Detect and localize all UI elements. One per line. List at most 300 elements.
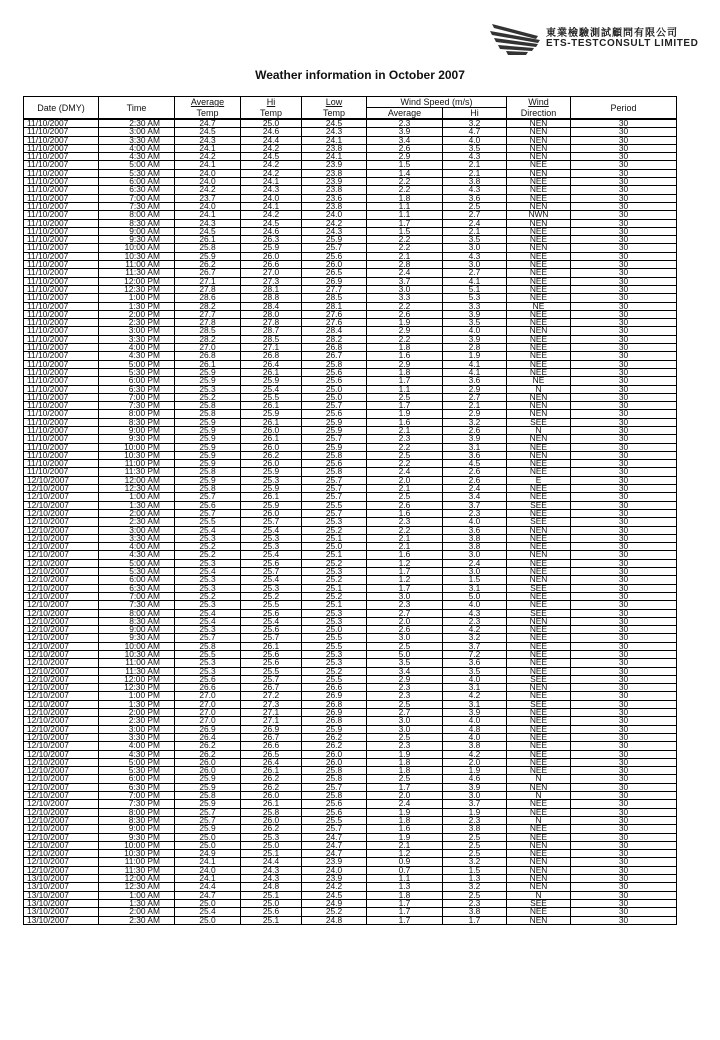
cell-wind-speed-hi: 3.2: [443, 858, 507, 866]
cell-wind-direction: NE: [507, 377, 571, 385]
cell-period: 30: [571, 667, 677, 675]
cell-wind-speed-average: 1.8: [367, 344, 443, 352]
cell-date: 12/10/2007: [24, 709, 99, 717]
header-date: Date (DMY): [24, 97, 99, 120]
cell-date: 13/10/2007: [24, 916, 99, 924]
cell-average-temp: 25.0: [175, 916, 241, 924]
cell-period: 30: [571, 368, 677, 376]
table-row: [24, 709, 677, 717]
cell-time: 7:00 PM: [99, 393, 175, 401]
cell-average-temp: 25.0: [175, 833, 241, 841]
cell-wind-speed-average: 2.8: [367, 261, 443, 269]
cell-average-temp: 25.9: [175, 451, 241, 459]
cell-wind-direction: NEE: [507, 592, 571, 600]
cell-wind-speed-average: 0.9: [367, 858, 443, 866]
cell-wind-direction: NEN: [507, 858, 571, 866]
cell-wind-direction: NEN: [507, 410, 571, 418]
cell-low-temp: 25.0: [302, 393, 367, 401]
cell-average-temp: 26.2: [175, 261, 241, 269]
cell-time: 12:00 AM: [99, 476, 175, 484]
cell-wind-speed-average: 3.4: [367, 136, 443, 144]
cell-period: 30: [571, 792, 677, 800]
cell-wind-speed-hi: 2.4: [443, 219, 507, 227]
cell-low-temp: 25.3: [302, 659, 367, 667]
cell-time: 12:00 AM: [99, 875, 175, 883]
cell-period: 30: [571, 866, 677, 874]
table-row: [24, 617, 677, 625]
cell-hi-temp: 25.4: [241, 617, 302, 625]
cell-wind-direction: NEE: [507, 733, 571, 741]
cell-time: 11:00 PM: [99, 460, 175, 468]
cell-time: 2:30 AM: [99, 916, 175, 924]
cell-wind-speed-average: 2.2: [367, 244, 443, 252]
cell-wind-speed-average: 2.1: [367, 841, 443, 849]
cell-period: 30: [571, 543, 677, 551]
cell-low-temp: 25.6: [302, 800, 367, 808]
cell-period: 30: [571, 310, 677, 318]
cell-period: 30: [571, 509, 677, 517]
cell-wind-speed-hi: 3.2: [443, 883, 507, 891]
cell-average-temp: 26.6: [175, 684, 241, 692]
cell-date: 11/10/2007: [24, 252, 99, 260]
cell-average-temp: 27.7: [175, 310, 241, 318]
table-row: [24, 543, 677, 551]
cell-hi-temp: 26.1: [241, 493, 302, 501]
cell-period: 30: [571, 161, 677, 169]
cell-wind-speed-average: 1.3: [367, 883, 443, 891]
cell-period: 30: [571, 684, 677, 692]
cell-wind-speed-average: 3.0: [367, 592, 443, 600]
cell-wind-speed-average: 1.1: [367, 385, 443, 393]
cell-time: 9:30 AM: [99, 236, 175, 244]
cell-low-temp: 25.1: [302, 551, 367, 559]
cell-wind-direction: NEE: [507, 601, 571, 609]
cell-low-temp: 24.5: [302, 891, 367, 899]
cell-low-temp: 23.9: [302, 858, 367, 866]
cell-wind-speed-hi: 2.5: [443, 850, 507, 858]
cell-time: 5:00 PM: [99, 758, 175, 766]
cell-wind-speed-average: 1.7: [367, 908, 443, 916]
table-row: [24, 261, 677, 269]
cell-hi-temp: 26.1: [241, 435, 302, 443]
table-row: [24, 468, 677, 476]
cell-hi-temp: 27.1: [241, 717, 302, 725]
cell-low-temp: 25.5: [302, 501, 367, 509]
table-row: [24, 850, 677, 858]
cell-period: 30: [571, 526, 677, 534]
cell-wind-speed-average: 0.7: [367, 866, 443, 874]
cell-wind-speed-average: 1.8: [367, 758, 443, 766]
cell-wind-speed-average: 3.9: [367, 128, 443, 136]
cell-low-temp: 25.5: [302, 634, 367, 642]
table-row: [24, 576, 677, 584]
cell-date: 11/10/2007: [24, 368, 99, 376]
cell-date: 11/10/2007: [24, 244, 99, 252]
cell-average-temp: 26.1: [175, 360, 241, 368]
cell-period: 30: [571, 327, 677, 335]
cell-wind-speed-average: 2.6: [367, 501, 443, 509]
cell-date: 12/10/2007: [24, 568, 99, 576]
cell-date: 11/10/2007: [24, 344, 99, 352]
cell-wind-speed-hi: 3.1: [443, 443, 507, 451]
cell-average-temp: 25.9: [175, 435, 241, 443]
cell-wind-speed-hi: 2.8: [443, 344, 507, 352]
cell-date: 11/10/2007: [24, 435, 99, 443]
cell-period: 30: [571, 227, 677, 235]
cell-date: 12/10/2007: [24, 750, 99, 758]
cell-date: 11/10/2007: [24, 335, 99, 343]
cell-average-temp: 25.2: [175, 592, 241, 600]
cell-average-temp: 24.0: [175, 866, 241, 874]
cell-wind-speed-hi: 2.5: [443, 841, 507, 849]
cell-date: 13/10/2007: [24, 875, 99, 883]
cell-wind-direction: NEN: [507, 841, 571, 849]
table-row: [24, 402, 677, 410]
cell-low-temp: 24.8: [302, 916, 367, 924]
cell-average-temp: 25.7: [175, 509, 241, 517]
cell-low-temp: 25.1: [302, 601, 367, 609]
table-row: [24, 194, 677, 202]
cell-wind-speed-average: 2.3: [367, 518, 443, 526]
cell-hi-temp: 25.3: [241, 476, 302, 484]
cell-wind-speed-hi: 2.1: [443, 402, 507, 410]
cell-hi-temp: 24.5: [241, 219, 302, 227]
cell-wind-speed-average: 2.7: [367, 609, 443, 617]
cell-low-temp: 24.2: [302, 883, 367, 891]
cell-hi-temp: 27.8: [241, 319, 302, 327]
cell-hi-temp: 25.6: [241, 908, 302, 916]
cell-period: 30: [571, 352, 677, 360]
cell-average-temp: 24.0: [175, 202, 241, 210]
cell-time: 10:00 PM: [99, 841, 175, 849]
cell-wind-speed-average: 1.6: [367, 551, 443, 559]
company-emblem-icon: [488, 20, 542, 58]
cell-date: 11/10/2007: [24, 451, 99, 459]
cell-hi-temp: 25.3: [241, 543, 302, 551]
cell-low-temp: 26.8: [302, 700, 367, 708]
cell-period: 30: [571, 916, 677, 924]
cell-average-temp: 25.7: [175, 493, 241, 501]
cell-wind-speed-average: 3.0: [367, 285, 443, 293]
cell-average-temp: 27.0: [175, 700, 241, 708]
cell-wind-speed-average: 1.2: [367, 576, 443, 584]
table-row: [24, 202, 677, 210]
cell-wind-direction: NEN: [507, 128, 571, 136]
cell-hi-temp: 27.1: [241, 344, 302, 352]
table-row: [24, 186, 677, 194]
cell-time: 9:30 PM: [99, 435, 175, 443]
cell-time: 2:30 AM: [99, 119, 175, 128]
table-row: [24, 360, 677, 368]
cell-average-temp: 24.1: [175, 858, 241, 866]
cell-period: 30: [571, 219, 677, 227]
cell-hi-temp: 24.1: [241, 202, 302, 210]
cell-wind-speed-average: 2.3: [367, 601, 443, 609]
cell-hi-temp: 26.0: [241, 426, 302, 434]
cell-low-temp: 25.8: [302, 451, 367, 459]
cell-wind-speed-hi: 2.3: [443, 617, 507, 625]
cell-hi-temp: 26.8: [241, 352, 302, 360]
cell-wind-direction: NEN: [507, 119, 571, 128]
cell-average-temp: 27.0: [175, 344, 241, 352]
table-row: [24, 393, 677, 401]
cell-low-temp: 26.0: [302, 261, 367, 269]
cell-wind-speed-average: 5.0: [367, 651, 443, 659]
cell-wind-speed-hi: 4.2: [443, 692, 507, 700]
table-row: [24, 559, 677, 567]
cell-date: 11/10/2007: [24, 236, 99, 244]
cell-hi-temp: 24.0: [241, 194, 302, 202]
cell-wind-direction: N: [507, 426, 571, 434]
cell-time: 6:30 PM: [99, 385, 175, 393]
cell-wind-speed-hi: 3.8: [443, 178, 507, 186]
cell-period: 30: [571, 476, 677, 484]
cell-wind-direction: NEE: [507, 368, 571, 376]
cell-low-temp: 28.4: [302, 327, 367, 335]
header-low-temp-bottom: Temp: [302, 108, 367, 120]
cell-hi-temp: 25.4: [241, 526, 302, 534]
cell-wind-speed-hi: 2.3: [443, 509, 507, 517]
cell-period: 30: [571, 194, 677, 202]
cell-period: 30: [571, 642, 677, 650]
cell-time: 8:30 PM: [99, 816, 175, 824]
table-row: [24, 800, 677, 808]
cell-hi-temp: 28.0: [241, 310, 302, 318]
cell-wind-speed-average: 1.9: [367, 750, 443, 758]
cell-wind-direction: N: [507, 775, 571, 783]
cell-average-temp: 24.2: [175, 186, 241, 194]
cell-wind-speed-hi: 4.2: [443, 750, 507, 758]
cell-time: 8:00 PM: [99, 808, 175, 816]
cell-wind-speed-hi: 2.3: [443, 816, 507, 824]
cell-low-temp: 24.5: [302, 119, 367, 128]
cell-low-temp: 25.7: [302, 476, 367, 484]
cell-wind-direction: NEE: [507, 360, 571, 368]
cell-average-temp: 25.3: [175, 601, 241, 609]
cell-hi-temp: 24.3: [241, 186, 302, 194]
cell-time: 8:30 AM: [99, 617, 175, 625]
cell-wind-speed-hi: 5.0: [443, 592, 507, 600]
cell-wind-speed-hi: 4.3: [443, 153, 507, 161]
cell-average-temp: 25.6: [175, 675, 241, 683]
header-wind-speed: Wind Speed (m/s): [367, 97, 507, 108]
cell-wind-speed-hi: 3.2: [443, 119, 507, 128]
cell-wind-speed-hi: 2.4: [443, 485, 507, 493]
cell-wind-direction: NEE: [507, 252, 571, 260]
cell-average-temp: 25.8: [175, 642, 241, 650]
cell-date: 11/10/2007: [24, 269, 99, 277]
cell-wind-speed-average: 2.3: [367, 684, 443, 692]
table-row: [24, 651, 677, 659]
cell-wind-direction: NEN: [507, 783, 571, 791]
cell-period: 30: [571, 393, 677, 401]
cell-wind-speed-hi: 2.9: [443, 410, 507, 418]
table-row: [24, 584, 677, 592]
cell-wind-direction: NEE: [507, 493, 571, 501]
cell-wind-speed-hi: 7.2: [443, 651, 507, 659]
table-row: [24, 750, 677, 758]
cell-low-temp: 23.8: [302, 144, 367, 152]
cell-wind-direction: SEE: [507, 675, 571, 683]
cell-period: 30: [571, 659, 677, 667]
cell-wind-speed-average: 3.0: [367, 725, 443, 733]
cell-average-temp: 25.4: [175, 526, 241, 534]
cell-date: 11/10/2007: [24, 211, 99, 219]
cell-average-temp: 26.7: [175, 269, 241, 277]
cell-time: 4:30 AM: [99, 551, 175, 559]
cell-wind-speed-hi: 4.0: [443, 518, 507, 526]
cell-time: 11:30 AM: [99, 667, 175, 675]
table-row: [24, 319, 677, 327]
cell-low-temp: 25.7: [302, 509, 367, 517]
cell-time: 6:00 AM: [99, 178, 175, 186]
cell-low-temp: 25.7: [302, 244, 367, 252]
table-row: [24, 783, 677, 791]
cell-low-temp: 25.3: [302, 609, 367, 617]
table-row: [24, 825, 677, 833]
cell-wind-speed-hi: 3.6: [443, 377, 507, 385]
cell-wind-direction: NEN: [507, 576, 571, 584]
cell-average-temp: 25.8: [175, 792, 241, 800]
cell-period: 30: [571, 244, 677, 252]
cell-wind-speed-hi: 3.4: [443, 493, 507, 501]
cell-wind-speed-average: 1.5: [367, 227, 443, 235]
cell-time: 7:30 AM: [99, 601, 175, 609]
cell-time: 11:00 AM: [99, 261, 175, 269]
cell-hi-temp: 25.6: [241, 559, 302, 567]
cell-date: 11/10/2007: [24, 352, 99, 360]
cell-period: 30: [571, 700, 677, 708]
cell-time: 7:30 PM: [99, 800, 175, 808]
cell-date: 12/10/2007: [24, 733, 99, 741]
cell-wind-direction: NEN: [507, 916, 571, 924]
cell-low-temp: 26.0: [302, 750, 367, 758]
cell-date: 13/10/2007: [24, 883, 99, 891]
cell-wind-speed-average: 1.7: [367, 568, 443, 576]
cell-period: 30: [571, 186, 677, 194]
cell-wind-speed-hi: 3.8: [443, 534, 507, 542]
cell-period: 30: [571, 534, 677, 542]
cell-low-temp: 26.5: [302, 269, 367, 277]
cell-wind-speed-average: 2.3: [367, 742, 443, 750]
cell-wind-direction: NEE: [507, 725, 571, 733]
cell-period: 30: [571, 783, 677, 791]
cell-wind-direction: NEE: [507, 833, 571, 841]
cell-hi-temp: 25.9: [241, 410, 302, 418]
cell-hi-temp: 24.3: [241, 875, 302, 883]
cell-time: 3:00 PM: [99, 725, 175, 733]
cell-wind-speed-hi: 3.1: [443, 584, 507, 592]
cell-time: 4:30 PM: [99, 352, 175, 360]
cell-time: 7:00 PM: [99, 792, 175, 800]
cell-hi-temp: 26.2: [241, 783, 302, 791]
cell-average-temp: 24.0: [175, 178, 241, 186]
cell-average-temp: 25.9: [175, 377, 241, 385]
table-row: [24, 418, 677, 426]
cell-period: 30: [571, 285, 677, 293]
cell-time: 1:00 PM: [99, 692, 175, 700]
table-row: [24, 269, 677, 277]
cell-wind-speed-hi: 2.3: [443, 899, 507, 907]
cell-hi-temp: 24.2: [241, 144, 302, 152]
cell-wind-speed-average: 2.1: [367, 426, 443, 434]
cell-average-temp: 25.9: [175, 460, 241, 468]
cell-low-temp: 25.9: [302, 725, 367, 733]
cell-low-temp: 24.9: [302, 899, 367, 907]
cell-time: 3:00 AM: [99, 526, 175, 534]
cell-wind-speed-average: 2.9: [367, 360, 443, 368]
cell-time: 3:30 PM: [99, 733, 175, 741]
cell-hi-temp: 25.9: [241, 501, 302, 509]
cell-wind-speed-average: 2.6: [367, 144, 443, 152]
cell-hi-temp: 26.1: [241, 642, 302, 650]
cell-date: 12/10/2007: [24, 634, 99, 642]
cell-wind-direction: NEE: [507, 485, 571, 493]
document-title: Weather information in October 2007: [255, 68, 465, 82]
cell-date: 12/10/2007: [24, 800, 99, 808]
cell-wind-speed-hi: 2.7: [443, 211, 507, 219]
cell-time: 6:30 PM: [99, 783, 175, 791]
table-row: [24, 485, 677, 493]
header-low-temp-top: Low: [302, 97, 367, 108]
table-row: [24, 883, 677, 891]
cell-period: 30: [571, 750, 677, 758]
cell-time: 3:00 PM: [99, 327, 175, 335]
cell-wind-direction: NEE: [507, 460, 571, 468]
cell-hi-temp: 26.0: [241, 443, 302, 451]
cell-period: 30: [571, 733, 677, 741]
cell-wind-speed-average: 2.2: [367, 526, 443, 534]
cell-period: 30: [571, 899, 677, 907]
table-row: [24, 816, 677, 824]
cell-wind-speed-hi: 4.1: [443, 277, 507, 285]
cell-date: 12/10/2007: [24, 725, 99, 733]
cell-low-temp: 24.7: [302, 833, 367, 841]
cell-average-temp: 25.3: [175, 534, 241, 542]
cell-low-temp: 25.1: [302, 584, 367, 592]
table-row: [24, 435, 677, 443]
table-row: [24, 451, 677, 459]
cell-date: 12/10/2007: [24, 742, 99, 750]
table-row: [24, 626, 677, 634]
cell-wind-direction: NEE: [507, 808, 571, 816]
cell-hi-temp: 25.9: [241, 485, 302, 493]
cell-period: 30: [571, 451, 677, 459]
cell-period: 30: [571, 252, 677, 260]
cell-average-temp: 25.9: [175, 252, 241, 260]
cell-wind-direction: NEE: [507, 626, 571, 634]
cell-wind-speed-average: 1.5: [367, 161, 443, 169]
cell-wind-direction: SEE: [507, 700, 571, 708]
cell-hi-temp: 25.5: [241, 667, 302, 675]
cell-wind-direction: SEE: [507, 584, 571, 592]
cell-hi-temp: 25.2: [241, 592, 302, 600]
cell-hi-temp: 26.2: [241, 825, 302, 833]
cell-period: 30: [571, 651, 677, 659]
cell-date: 11/10/2007: [24, 285, 99, 293]
cell-wind-speed-average: 1.9: [367, 808, 443, 816]
cell-low-temp: 23.9: [302, 178, 367, 186]
cell-wind-speed-hi: 3.8: [443, 543, 507, 551]
table-row: [24, 385, 677, 393]
cell-wind-speed-hi: 3.0: [443, 551, 507, 559]
cell-low-temp: 24.3: [302, 227, 367, 235]
cell-period: 30: [571, 551, 677, 559]
cell-average-temp: 24.0: [175, 169, 241, 177]
cell-average-temp: 27.8: [175, 285, 241, 293]
weather-table: [23, 96, 677, 925]
header-wind-direction: Direction: [507, 108, 571, 120]
